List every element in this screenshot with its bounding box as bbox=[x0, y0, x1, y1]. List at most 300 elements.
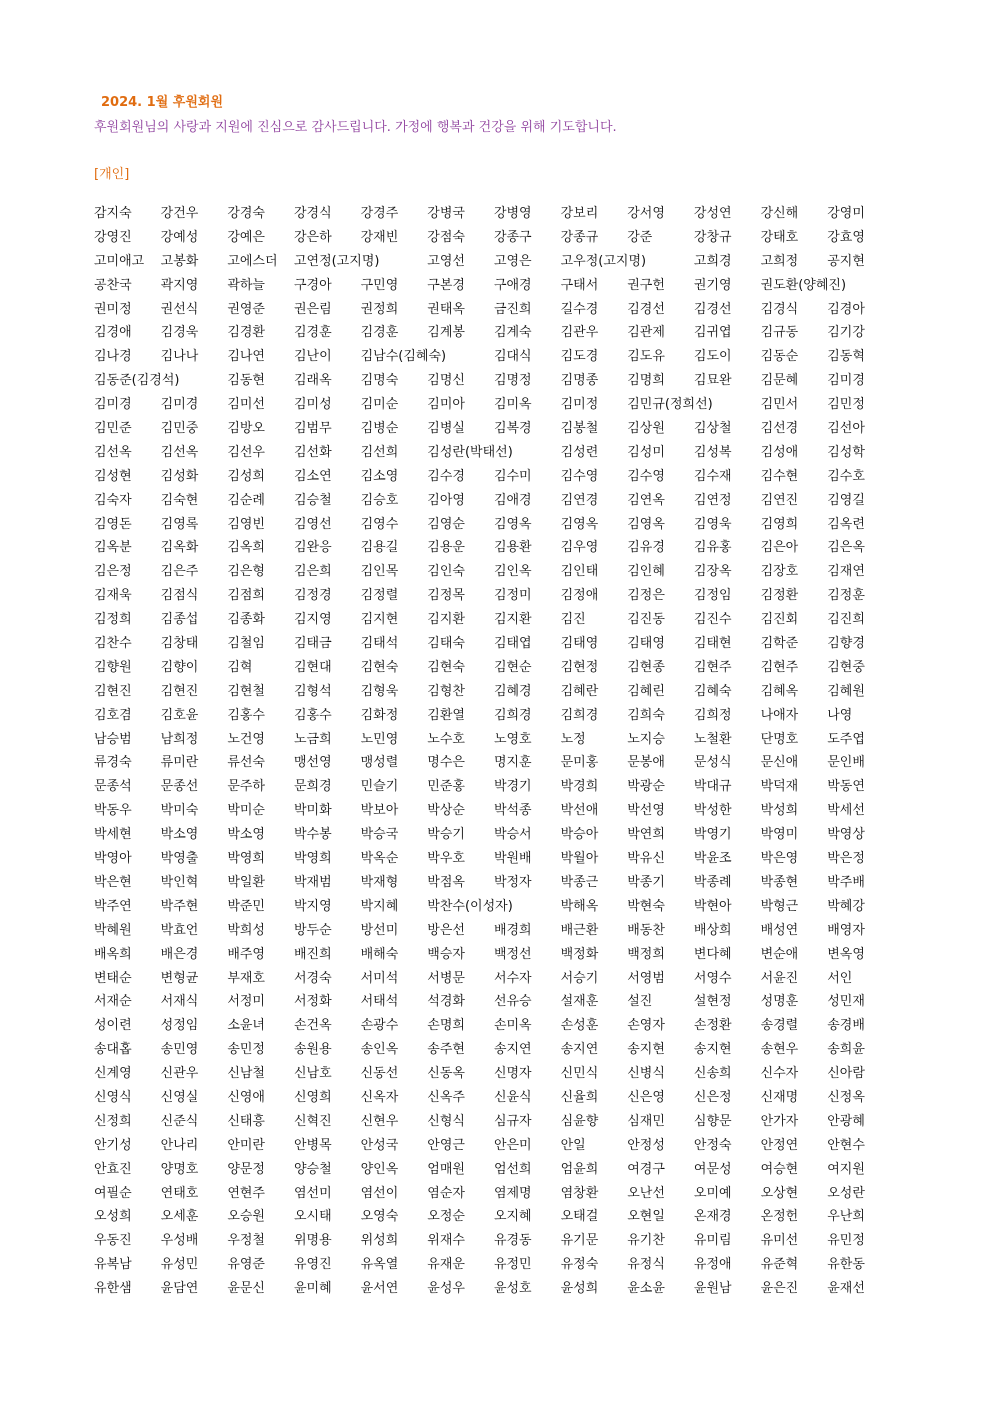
donor-name: 김기강 bbox=[827, 325, 865, 341]
donor-name: 변태순 bbox=[94, 970, 132, 986]
donor-name: 김수영 bbox=[627, 468, 665, 484]
donor-name: 김현주 bbox=[693, 659, 732, 675]
donor-name: 신율희 bbox=[560, 1089, 599, 1105]
donor-name: 소윤녀 bbox=[227, 1018, 265, 1034]
donor-name: 박은영 bbox=[760, 851, 799, 867]
donor-name: 방선미 bbox=[360, 922, 399, 938]
donor-name: 김성복 bbox=[693, 444, 732, 460]
donor-name: 박종현 bbox=[760, 874, 799, 890]
donor-name: 박경기 bbox=[493, 779, 532, 795]
donor-name: 박은정 bbox=[827, 851, 865, 867]
donor-name: 권태옥 bbox=[427, 301, 465, 317]
donor-name: 김종섭 bbox=[160, 612, 199, 628]
donor-name: 방두순 bbox=[293, 922, 332, 938]
donor-name: 김경환 bbox=[227, 325, 265, 341]
donor-name: 김도이 bbox=[693, 349, 732, 365]
donor-name: 윤미혜 bbox=[293, 1281, 332, 1297]
donor-name: 유민정 bbox=[827, 1233, 865, 1249]
donor-name: 변다혜 bbox=[693, 946, 732, 962]
donor-name: 신영애 bbox=[227, 1089, 265, 1105]
donor-name: 박원배 bbox=[493, 851, 532, 867]
donor-name: 문봉애 bbox=[627, 755, 665, 771]
donor-name bbox=[494, 895, 561, 919]
donor-name: 신형식 bbox=[427, 1113, 465, 1129]
donor-name: 오세훈 bbox=[160, 1209, 199, 1225]
donor-name: 김현숙 bbox=[427, 659, 465, 675]
donor-name: 고희경 bbox=[693, 253, 732, 269]
donor-name: 윤은진 bbox=[760, 1281, 799, 1297]
donor-name: 박영아 bbox=[94, 851, 132, 867]
donor-name: 류선숙 bbox=[227, 755, 265, 771]
donor-name: 김태금 bbox=[293, 636, 332, 652]
donor-name: 김동준(김경석) bbox=[94, 373, 180, 389]
donor-name: 노민영 bbox=[360, 731, 399, 747]
donor-name: 박동우 bbox=[94, 803, 132, 819]
donor-name: 박승서 bbox=[493, 827, 532, 843]
donor-name: 송경렬 bbox=[760, 1018, 799, 1034]
donor-name: 공찬국 bbox=[94, 277, 132, 293]
donor-name: 문종석 bbox=[94, 779, 132, 795]
donor-name: 김선희 bbox=[360, 444, 399, 460]
donor-name: 김수재 bbox=[693, 468, 732, 484]
donor-name: 윤문신 bbox=[227, 1281, 265, 1297]
donor-name: 노지승 bbox=[627, 731, 665, 747]
donor-name: 유기문 bbox=[560, 1233, 599, 1249]
donor-name: 김향경 bbox=[827, 636, 865, 652]
donor-name: 박소영 bbox=[227, 827, 265, 843]
donor-name: 신명자 bbox=[493, 1066, 532, 1082]
donor-name: 변순애 bbox=[760, 946, 799, 962]
donor-name: 안은미 bbox=[493, 1137, 532, 1153]
donor-name bbox=[827, 274, 894, 298]
donor-name: 김미정 bbox=[560, 397, 599, 413]
donor-name: 신태흥 bbox=[227, 1113, 265, 1129]
donor-name: 김철임 bbox=[227, 636, 265, 652]
donor-name: 김경식 bbox=[760, 301, 799, 317]
donor-name: 유재운 bbox=[427, 1257, 465, 1273]
donor-name: 신동선 bbox=[360, 1066, 399, 1082]
donor-name: 김용길 bbox=[360, 540, 399, 556]
donor-name: 백정희 bbox=[627, 946, 665, 962]
donor-name: 염제명 bbox=[493, 1185, 532, 1201]
donor-name: 배동찬 bbox=[627, 922, 665, 938]
donor-name: 김지환 bbox=[427, 612, 465, 628]
donor-name bbox=[161, 369, 228, 393]
donor-name: 김혁 bbox=[227, 659, 253, 675]
donor-name: 김민정 bbox=[827, 397, 865, 413]
donor-name: 나애자 bbox=[760, 707, 799, 723]
donor-name: 우정철 bbox=[227, 1233, 265, 1249]
donor-name: 김선화 bbox=[293, 444, 332, 460]
donor-name: 김용운 bbox=[427, 540, 465, 556]
donor-name: 박주현 bbox=[160, 898, 199, 914]
donor-name: 권선식 bbox=[160, 301, 199, 317]
donor-name: 유정민 bbox=[493, 1257, 532, 1273]
donor-name: 박월아 bbox=[560, 851, 599, 867]
donor-name: 김남수(김혜숙) bbox=[360, 349, 447, 365]
donor-name: 김수현 bbox=[760, 468, 799, 484]
donor-name: 박동연 bbox=[827, 779, 865, 795]
donor-name: 김경훈 bbox=[360, 325, 399, 341]
donor-name: 김현대 bbox=[293, 659, 332, 675]
donor-name: 김성애 bbox=[760, 444, 799, 460]
donor-name: 김나연 bbox=[227, 349, 265, 365]
donor-name: 명수은 bbox=[427, 755, 465, 771]
donor-name: 김장호 bbox=[760, 564, 799, 580]
donor-name: 설진 bbox=[627, 994, 653, 1010]
donor-name: 김창태 bbox=[160, 636, 199, 652]
donor-name: 고영선 bbox=[427, 253, 465, 269]
donor-name: 박옥순 bbox=[360, 851, 399, 867]
donor-name: 김은주 bbox=[160, 564, 199, 580]
donor-name: 김옥희 bbox=[227, 540, 265, 556]
donor-name: 권기영 bbox=[693, 277, 732, 293]
donor-name: 박수봉 bbox=[293, 827, 332, 843]
donor-name: 박현숙 bbox=[627, 898, 665, 914]
donor-name: 김정미 bbox=[493, 588, 532, 604]
donor-name: 김혜숙 bbox=[693, 683, 732, 699]
donor-name: 서미석 bbox=[360, 970, 399, 986]
donor-name: 강성연 bbox=[693, 206, 732, 221]
page-title: 2024. 1월 후원회원 bbox=[101, 95, 224, 110]
donor-name: 신윤식 bbox=[493, 1089, 532, 1105]
donor-name: 김형석 bbox=[293, 683, 332, 699]
donor-name: 오난선 bbox=[627, 1185, 665, 1201]
donor-name: 강효영 bbox=[827, 229, 865, 245]
donor-name: 박미화 bbox=[293, 803, 332, 819]
donor-name: 김명신 bbox=[427, 373, 465, 389]
donor-name: 박영미 bbox=[760, 827, 799, 843]
donor-name: 송지현 bbox=[693, 1042, 732, 1058]
donor-name: 고미애고 bbox=[94, 253, 145, 269]
donor-name: 박석종 bbox=[493, 803, 532, 819]
donor-name: 김명정 bbox=[493, 373, 532, 389]
donor-name: 서수자 bbox=[493, 970, 532, 986]
donor-name: 김현순 bbox=[493, 659, 532, 675]
donor-name: 명지훈 bbox=[493, 755, 532, 771]
donor-name: 감지숙 bbox=[94, 206, 132, 221]
donor-name: 김태영 bbox=[627, 636, 665, 652]
donor-name: 김동순 bbox=[760, 349, 799, 365]
donor-name: 김성미 bbox=[627, 444, 665, 460]
donor-name: 고우정(고지명) bbox=[560, 253, 647, 269]
donor-name: 염선미 bbox=[293, 1185, 332, 1201]
donor-name: 김복경 bbox=[493, 421, 532, 437]
donor-name: 선유승 bbox=[493, 994, 532, 1010]
donor-name: 서정미 bbox=[227, 994, 265, 1010]
donor-name: 강병국 bbox=[427, 206, 465, 221]
donor-name: 유기찬 bbox=[627, 1233, 665, 1249]
donor-name: 강예은 bbox=[227, 229, 265, 245]
donor-name: 여경구 bbox=[627, 1161, 665, 1177]
donor-name: 서재순 bbox=[94, 994, 132, 1010]
donor-name: 김현정 bbox=[560, 659, 599, 675]
donor-name: 김인목 bbox=[360, 564, 399, 580]
donor-name: 유영진 bbox=[293, 1257, 332, 1273]
donor-name: 박영출 bbox=[160, 851, 199, 867]
donor-name: 신아람 bbox=[827, 1066, 865, 1082]
donor-name: 김명희 bbox=[627, 373, 665, 389]
donor-name: 변형균 bbox=[160, 970, 199, 986]
donor-name: 서윤진 bbox=[760, 970, 799, 986]
donor-name: 백승자 bbox=[427, 946, 465, 962]
donor-name: 권정희 bbox=[360, 301, 399, 317]
donor-name: 배주영 bbox=[227, 946, 265, 962]
donor-name: 안현수 bbox=[827, 1137, 865, 1153]
donor-name: 여지원 bbox=[827, 1161, 865, 1177]
donor-name: 강예성 bbox=[160, 229, 199, 245]
donor-name: 신영실 bbox=[160, 1089, 199, 1105]
donor-name: 김연경 bbox=[560, 492, 599, 508]
donor-name: 안효진 bbox=[94, 1161, 132, 1177]
donor-name: 김승호 bbox=[360, 492, 399, 508]
donor-name: 강건우 bbox=[160, 206, 199, 221]
donor-name: 유옥열 bbox=[360, 1257, 399, 1273]
donor-name: 김경선 bbox=[693, 301, 732, 317]
donor-name: 송지현 bbox=[627, 1042, 665, 1058]
donor-name: 김영길 bbox=[827, 492, 865, 508]
donor-name: 배경희 bbox=[493, 922, 532, 938]
donor-name: 김미성 bbox=[293, 397, 332, 413]
donor-name: 김숙자 bbox=[94, 492, 132, 508]
donor-name: 김수경 bbox=[427, 468, 465, 484]
donor-name: 김영순 bbox=[427, 516, 465, 532]
donor-name: 김태영 bbox=[560, 636, 599, 652]
donor-name: 강영진 bbox=[94, 229, 132, 245]
donor-name: 여승현 bbox=[760, 1161, 799, 1177]
donor-name: 김용환 bbox=[493, 540, 532, 556]
donor-name: 김영선 bbox=[293, 516, 332, 532]
donor-name: 김민중 bbox=[160, 421, 199, 437]
donor-name: 박종근 bbox=[560, 874, 599, 890]
donor-name: 유미선 bbox=[760, 1233, 799, 1249]
donor-name: 서승기 bbox=[560, 970, 599, 986]
donor-name: 김상원 bbox=[627, 421, 665, 437]
donor-name: 송경배 bbox=[827, 1018, 865, 1034]
donor-name: 박형근 bbox=[760, 898, 799, 914]
donor-name: 김현진 bbox=[160, 683, 199, 699]
donor-name: 김병순 bbox=[360, 421, 399, 437]
donor-name: 곽하늘 bbox=[227, 277, 265, 293]
donor-name: 김정은 bbox=[627, 588, 665, 604]
donor-name: 박재형 bbox=[360, 874, 399, 890]
donor-name: 김관제 bbox=[627, 325, 665, 341]
donor-name: 배영자 bbox=[827, 922, 865, 938]
donor-name: 김화정 bbox=[360, 707, 399, 723]
donor-name: 김소영 bbox=[360, 468, 399, 484]
donor-name: 김호겸 bbox=[94, 707, 132, 723]
donor-name: 박영희 bbox=[293, 851, 332, 867]
donor-name: 윤성우 bbox=[427, 1281, 465, 1297]
donor-name: 김계숙 bbox=[493, 325, 532, 341]
donor-name: 문인배 bbox=[827, 755, 865, 771]
donor-name: 서병문 bbox=[427, 970, 465, 986]
donor-name: 김우영 bbox=[560, 540, 599, 556]
donor-name: 우난희 bbox=[827, 1209, 865, 1225]
donor-name bbox=[427, 345, 494, 369]
donor-name: 박경희 bbox=[560, 779, 599, 795]
donor-name: 김병실 bbox=[427, 421, 465, 437]
donor-name: 신옥주 bbox=[427, 1089, 465, 1105]
donor-name: 강보리 bbox=[560, 206, 599, 221]
donor-name: 위재수 bbox=[427, 1233, 465, 1249]
donor-name: 김옥분 bbox=[94, 540, 132, 556]
donor-name: 김난이 bbox=[293, 349, 332, 365]
donor-name: 안성국 bbox=[360, 1137, 399, 1153]
donor-name: 박세현 bbox=[94, 827, 132, 843]
donor-name: 맹성렬 bbox=[360, 755, 399, 771]
donor-name: 김혜린 bbox=[627, 683, 665, 699]
donor-name: 안정성 bbox=[627, 1137, 665, 1153]
donor-name: 윤담연 bbox=[160, 1281, 199, 1297]
donor-name: 박주배 bbox=[827, 874, 865, 890]
donor-name: 김민규(정희선) bbox=[627, 397, 713, 413]
donor-name: 김점식 bbox=[160, 588, 199, 604]
donor-name: 윤소윤 bbox=[627, 1281, 665, 1297]
donor-name: 김은정 bbox=[94, 564, 132, 580]
donor-name: 부재호 bbox=[227, 970, 265, 986]
donor-name: 김영욱 bbox=[693, 516, 732, 532]
donor-name: 성명훈 bbox=[760, 994, 799, 1010]
donor-name: 유경동 bbox=[493, 1233, 532, 1249]
donor-name: 윤성희 bbox=[560, 1281, 599, 1297]
donor-name: 안미란 bbox=[227, 1137, 265, 1153]
donor-name: 손건옥 bbox=[293, 1018, 332, 1034]
donor-name: 안일 bbox=[560, 1137, 586, 1153]
donor-name: 김정렬 bbox=[360, 588, 399, 604]
donor-name: 김수미 bbox=[493, 468, 532, 484]
donor-name: 김정목 bbox=[427, 588, 465, 604]
donor-name: 김숙현 bbox=[160, 492, 199, 508]
donor-name: 김진희 bbox=[827, 612, 865, 628]
donor-name: 김현진 bbox=[94, 683, 132, 699]
donor-name: 맹선영 bbox=[293, 755, 332, 771]
donor-name: 김명종 bbox=[560, 373, 599, 389]
donor-name: 단명호 bbox=[760, 731, 799, 747]
donor-name: 노철환 bbox=[693, 731, 732, 747]
donor-name: 김장옥 bbox=[693, 564, 732, 580]
donor-name: 강준 bbox=[627, 229, 653, 245]
donor-name: 노수호 bbox=[427, 731, 465, 747]
donor-name: 방은선 bbox=[427, 922, 465, 938]
donor-name: 김귀엽 bbox=[693, 325, 732, 341]
donor-name: 김경애 bbox=[94, 325, 132, 341]
donor-name: 김인혜 bbox=[627, 564, 665, 580]
donor-name: 김상철 bbox=[693, 421, 732, 437]
donor-name: 송주현 bbox=[427, 1042, 465, 1058]
donor-name: 신동옥 bbox=[427, 1066, 465, 1082]
donor-name: 송지연 bbox=[560, 1042, 599, 1058]
donor-name: 신준식 bbox=[160, 1113, 199, 1129]
donor-name: 배상희 bbox=[693, 922, 732, 938]
donor-name: 김지현 bbox=[360, 612, 399, 628]
donor-name: 김연옥 bbox=[627, 492, 665, 508]
donor-name: 김방오 bbox=[227, 421, 265, 437]
donor-name: 강경주 bbox=[360, 206, 399, 221]
donor-name: 강창규 bbox=[693, 229, 732, 245]
donor-name: 김혜경 bbox=[493, 683, 532, 699]
donor-name: 김성학 bbox=[827, 444, 865, 460]
donor-name: 우성배 bbox=[160, 1233, 199, 1249]
donor-name bbox=[361, 250, 428, 274]
donor-name: 김지영 bbox=[293, 612, 332, 628]
donor-name: 오미예 bbox=[693, 1185, 732, 1201]
donor-name: 신남철 bbox=[227, 1066, 265, 1082]
donor-name: 신관우 bbox=[160, 1066, 199, 1082]
donor-name: 김인태 bbox=[560, 564, 599, 580]
page-subtitle: 후원회원님의 사랑과 지원에 진심으로 감사드립니다. 가정에 행복과 건강을 위해 기도합니다. bbox=[94, 120, 617, 135]
donor-name: 손영자 bbox=[627, 1018, 665, 1034]
donor-name: 김환열 bbox=[427, 707, 465, 723]
donor-name: 박종기 bbox=[627, 874, 665, 890]
donor-name: 유성민 bbox=[160, 1257, 199, 1273]
donor-name: 김래옥 bbox=[293, 373, 332, 389]
donor-name: 김수영 bbox=[560, 468, 599, 484]
donor-name: 류미란 bbox=[160, 755, 199, 771]
section-label-individual: [개인] bbox=[94, 167, 130, 182]
donor-name: 김경선 bbox=[627, 301, 665, 317]
donor-name: 민준홍 bbox=[427, 779, 465, 795]
donor-name: 구애경 bbox=[493, 277, 532, 293]
donor-name: 김영빈 bbox=[227, 516, 265, 532]
donor-name: 심향문 bbox=[693, 1113, 732, 1129]
donor-name: 송희윤 bbox=[827, 1042, 865, 1058]
donor-name: 엄선희 bbox=[493, 1161, 532, 1177]
donor-name: 남승범 bbox=[94, 731, 132, 747]
donor-name: 고연정(고지명) bbox=[293, 253, 380, 269]
donor-name: 김현숙 bbox=[360, 659, 399, 675]
donor-name: 강경숙 bbox=[227, 206, 265, 221]
donor-name: 강태호 bbox=[760, 229, 799, 245]
donor-name: 서영수 bbox=[693, 970, 732, 986]
donor-name: 윤원남 bbox=[693, 1281, 732, 1297]
donor-name: 강경식 bbox=[293, 206, 332, 221]
donor-name: 금진희 bbox=[493, 301, 532, 317]
donor-name: 안기성 bbox=[94, 1137, 132, 1153]
donor-name: 권미정 bbox=[94, 301, 132, 317]
donor-name: 변옥영 bbox=[827, 946, 865, 962]
donor-name: 김혜원 bbox=[827, 683, 865, 699]
donor-name: 문종선 bbox=[160, 779, 199, 795]
donor-name: 박해옥 bbox=[560, 898, 599, 914]
donor-name: 안정연 bbox=[760, 1137, 799, 1153]
donor-name: 김재욱 bbox=[94, 588, 132, 604]
donor-name: 김선옥 bbox=[94, 444, 132, 460]
donor-name: 신정옥 bbox=[827, 1089, 865, 1105]
donor-name: 권도환(양혜진) bbox=[760, 277, 847, 293]
donor-name: 김옥련 bbox=[827, 516, 865, 532]
donor-name: 여필순 bbox=[94, 1185, 132, 1201]
donor-name: 엄매원 bbox=[427, 1161, 465, 1177]
donor-name: 강신해 bbox=[760, 206, 799, 221]
donor-name: 양승철 bbox=[293, 1161, 332, 1177]
donor-name: 김지환 bbox=[493, 612, 532, 628]
donor-name: 김홍수 bbox=[293, 707, 332, 723]
donor-name: 박혜강 bbox=[827, 898, 865, 914]
donor-name: 설현정 bbox=[693, 994, 732, 1010]
donor-name: 오현일 bbox=[627, 1209, 665, 1225]
donor-name: 노금희 bbox=[293, 731, 332, 747]
donor-name: 김홍수 bbox=[227, 707, 265, 723]
donor-name: 류경숙 bbox=[94, 755, 132, 771]
donor-name: 김규동 bbox=[760, 325, 799, 341]
donor-name: 박효언 bbox=[160, 922, 199, 938]
donor-name: 김미아 bbox=[427, 397, 465, 413]
donor-name: 고영은 bbox=[493, 253, 532, 269]
donor-name: 손정환 bbox=[693, 1018, 732, 1034]
donor-name: 염순자 bbox=[427, 1185, 465, 1201]
donor-name: 유준혁 bbox=[760, 1257, 799, 1273]
